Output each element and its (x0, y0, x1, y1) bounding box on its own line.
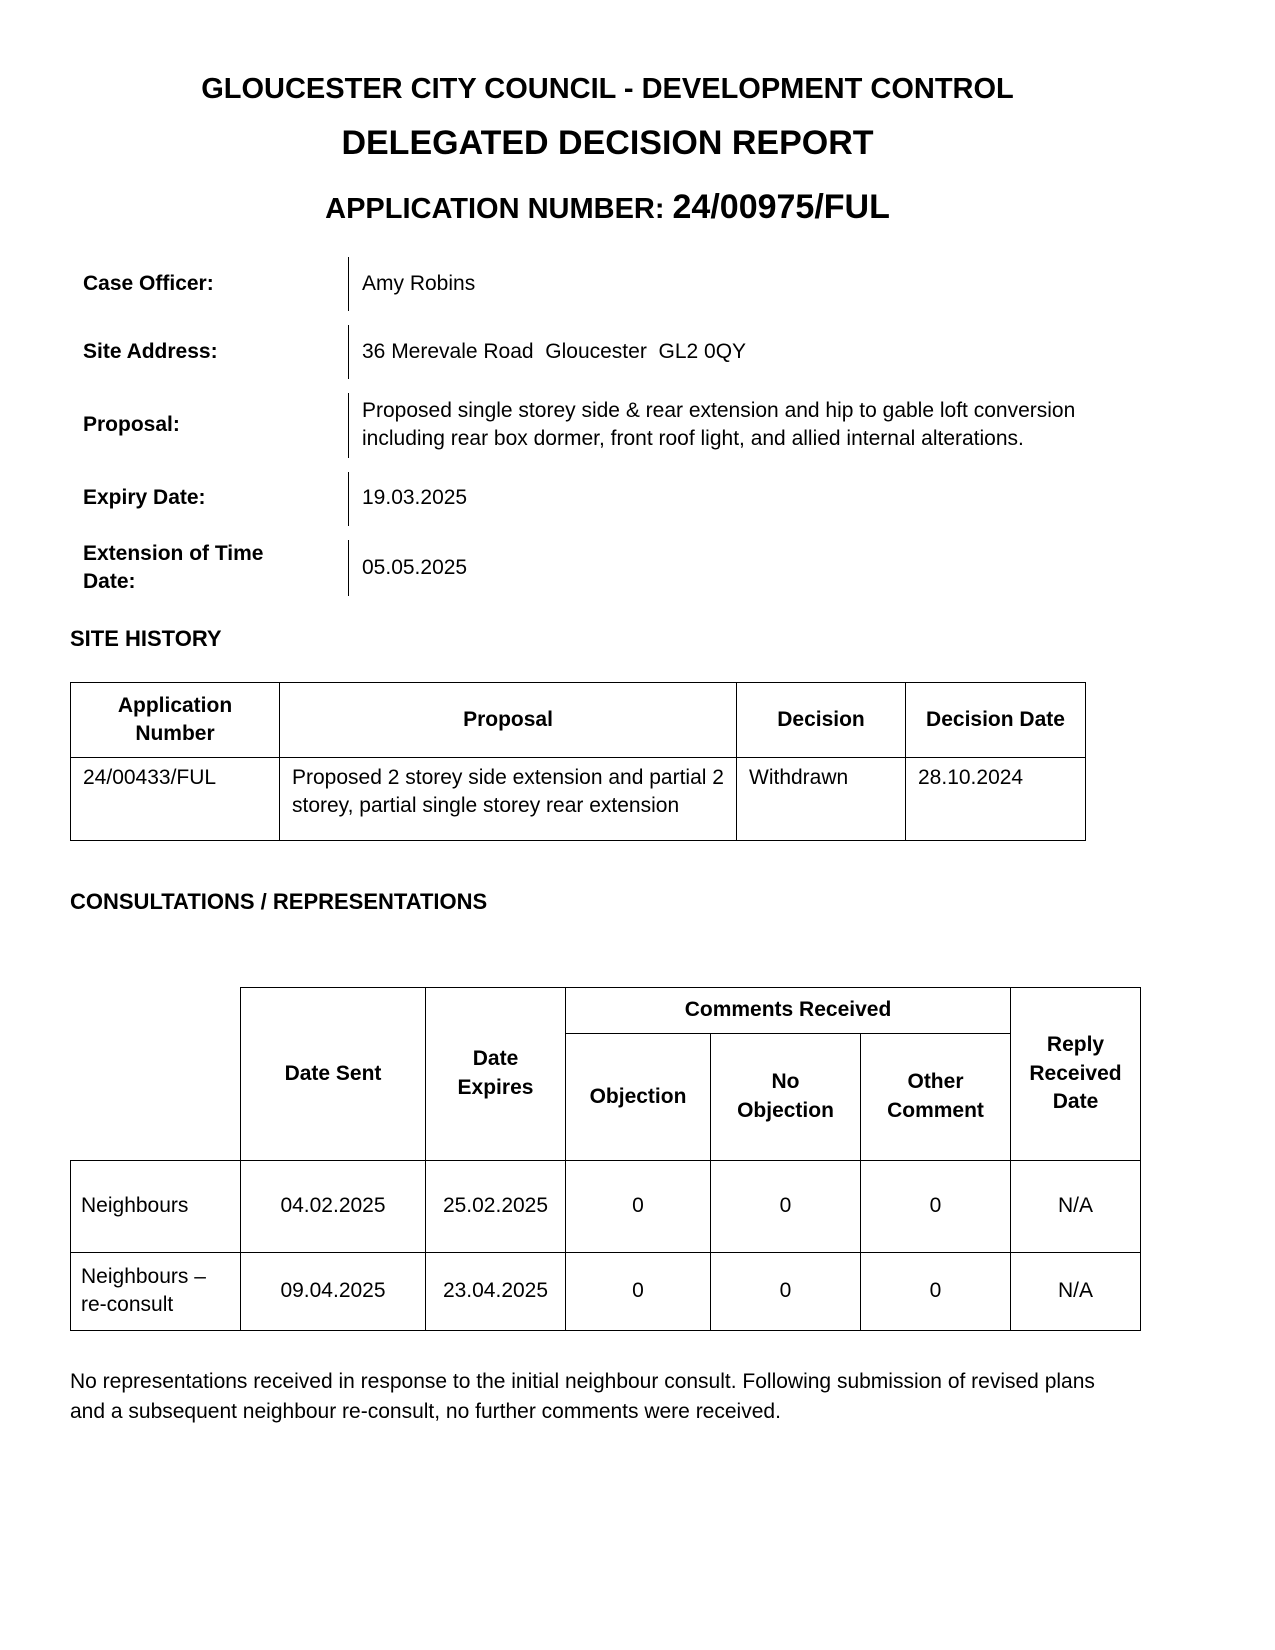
proposal-value: Proposed single storey side & rear extension and hip to gable loft conversion including rear box dormer, front roof light, and allied internal alterations. (348, 393, 1145, 458)
column-header-no-objection: No Objection (711, 1033, 861, 1160)
cell-objection-count: 0 (566, 1252, 711, 1330)
site-history-table (70, 682, 1086, 841)
cell-no-objection-count: 0 (711, 1160, 861, 1252)
application-number-line (70, 185, 1145, 231)
cell-date-expires: 23.04.2025 (426, 1252, 566, 1330)
detail-row-expiry-date (70, 472, 1145, 526)
consultations-table (70, 987, 1141, 1331)
cell-decision-date: 28.10.2024 (906, 757, 1086, 840)
table-corner-spacer (71, 987, 241, 1160)
column-header-other-comment: Other Comment (861, 1033, 1011, 1160)
extension-of-time-label: Extension of Time Date: (83, 541, 264, 593)
cell-proposal: Proposed 2 storey side extension and partial 2 storey, partial single storey rear extension (280, 757, 737, 840)
cell-consultee: Neighbours – re-consult (71, 1252, 241, 1330)
detail-row-extension-of-time (70, 540, 1145, 597)
proposal-label: Proposal: (83, 413, 180, 437)
cell-date-sent: 04.02.2025 (241, 1160, 426, 1252)
representations-note: No representations received in response to the initial neighbour consult. Following submission of revised plans and a subsequent neighbour re-consult, no further comments were received. (70, 1369, 1095, 1423)
consultations-heading: CONSULTATIONS / REPRESENTATIONS (70, 888, 488, 914)
document-content (70, 70, 1145, 1427)
consultations-header-row-top (71, 987, 1141, 1033)
application-number-label: APPLICATION NUMBER: (325, 193, 665, 226)
expiry-date-label: Expiry Date: (83, 486, 206, 510)
column-header-comments-received: Comments Received (566, 987, 1011, 1033)
cell-other-comment-count: 0 (861, 1252, 1011, 1330)
cell-application-number: 24/00433/FUL (71, 757, 280, 840)
cell-no-objection-count: 0 (711, 1252, 861, 1330)
cell-reply-received: N/A (1011, 1160, 1141, 1252)
case-officer-value: Amy Robins (348, 257, 1145, 311)
cell-decision: Withdrawn (737, 757, 906, 840)
site-address-label: Site Address: (83, 339, 218, 363)
cell-date-sent: 09.04.2025 (241, 1252, 426, 1330)
column-header-decision: Decision (737, 682, 906, 757)
council-title: GLOUCESTER CITY COUNCIL - DEVELOPMENT CONTROL (201, 73, 1014, 105)
column-header-proposal: Proposal (280, 682, 737, 757)
report-title: DELEGATED DECISION REPORT (341, 124, 874, 163)
column-header-objection: Objection (566, 1033, 711, 1160)
column-header-decision-date: Decision Date (906, 682, 1086, 757)
detail-row-case-officer (70, 257, 1145, 311)
site-history-heading: SITE HISTORY (70, 626, 222, 652)
column-header-date-expires: Date Expires (426, 987, 566, 1160)
detail-row-proposal (70, 393, 1145, 458)
application-number-value: 24/00975/FUL (672, 188, 890, 227)
document-header (70, 70, 1145, 231)
column-header-date-sent: Date Sent (241, 987, 426, 1160)
column-header-reply-received-date: Reply Received Date (1011, 987, 1141, 1160)
case-officer-label: Case Officer: (83, 271, 214, 295)
cell-objection-count: 0 (566, 1160, 711, 1252)
consultation-row-neighbours-reconsult (71, 1252, 1141, 1330)
expiry-date-value: 19.03.2025 (348, 472, 1145, 526)
cell-reply-received: N/A (1011, 1252, 1141, 1330)
site-history-header-row (71, 682, 1086, 757)
application-details (70, 257, 1145, 596)
site-history-row (71, 757, 1086, 840)
column-header-application-number: Application Number (71, 682, 280, 757)
site-address-value: 36 Merevale Road Gloucester GL2 0QY (348, 325, 1145, 379)
cell-date-expires: 25.02.2025 (426, 1160, 566, 1252)
detail-row-site-address (70, 325, 1145, 379)
extension-of-time-value: 05.05.2025 (348, 540, 1145, 597)
cell-consultee: Neighbours (71, 1160, 241, 1252)
consultation-row-neighbours (71, 1160, 1141, 1252)
cell-other-comment-count: 0 (861, 1160, 1011, 1252)
